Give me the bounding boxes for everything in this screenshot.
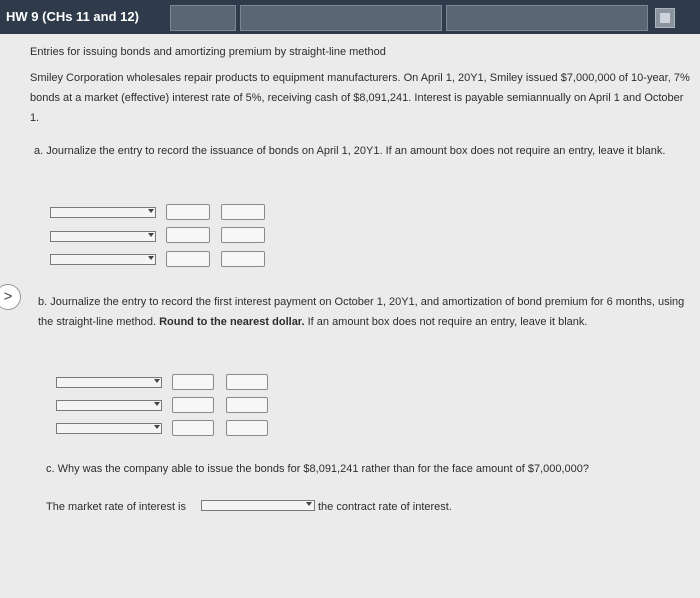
account-select-a1[interactable] — [50, 207, 156, 218]
part-b-text-end: If an amount box does not require an entry, leave it blank. — [304, 316, 588, 328]
debit-input-b1[interactable] — [172, 374, 214, 390]
assignment-title: HW 9 (CHs 11 and 12) — [6, 9, 139, 24]
next-arrow-icon[interactable]: > — [0, 284, 21, 310]
dropdown-arrow-icon — [154, 425, 160, 429]
dropdown-arrow-icon — [306, 502, 312, 506]
calculator-icon-face — [660, 13, 670, 23]
problem-paragraph: Smiley Corporation wholesales repair products to equipment manufacturers. On April 1, 20Y1, Smiley issued $7,000,000 of 10-year, 7% bonds at a market (effective) interest rate of 5%, receiving cash of $8,091,241. Interest is payable semiannually on April 1 and October 1. — [30, 72, 690, 124]
credit-input-b1[interactable] — [226, 374, 268, 390]
part-b-text-start: b. Journalize the entry to record the first interest payment on October 1, 20Y1, and amortization of bond premium for 6 months, using the straight-line method. — [38, 296, 685, 328]
toolbar-slot-2[interactable] — [240, 5, 442, 31]
toolbar-slot-3[interactable] — [446, 5, 648, 31]
part-a-instructions: a. Journalize the entry to record the issuance of bonds on April 1, 20Y1. If an amount box does not require an entry, leave it blank. — [34, 145, 666, 157]
toolbar-slot-1[interactable] — [170, 5, 236, 31]
title-bar — [0, 0, 700, 34]
dropdown-arrow-icon — [154, 402, 160, 406]
debit-input-b2[interactable] — [172, 397, 214, 413]
part-b-instructions — [38, 292, 688, 332]
credit-input-a3[interactable] — [221, 251, 265, 267]
dropdown-arrow-icon — [148, 209, 154, 213]
problem-content — [0, 34, 700, 598]
dropdown-arrow-icon — [148, 256, 154, 260]
account-select-a2[interactable] — [50, 231, 156, 242]
part-c-label-before: The market rate of interest is — [46, 501, 186, 513]
dropdown-arrow-icon — [148, 233, 154, 237]
debit-input-a2[interactable] — [166, 227, 210, 243]
problem-heading: Entries for issuing bonds and amortizing premium by straight-line method — [30, 46, 386, 58]
credit-input-a2[interactable] — [221, 227, 265, 243]
credit-input-b3[interactable] — [226, 420, 268, 436]
part-b-rounding-note: Round to the nearest dollar. — [159, 316, 305, 328]
debit-input-a3[interactable] — [166, 251, 210, 267]
part-c-question: c. Why was the company able to issue the bonds for $8,091,241 rather than for the face amount of $7,000,000? — [46, 463, 590, 475]
account-select-b2[interactable] — [56, 400, 162, 411]
account-select-b1[interactable] — [56, 377, 162, 388]
calculator-icon[interactable] — [655, 8, 675, 28]
debit-input-b3[interactable] — [172, 420, 214, 436]
debit-input-a1[interactable] — [166, 204, 210, 220]
account-select-b3[interactable] — [56, 423, 162, 434]
credit-input-a1[interactable] — [221, 204, 265, 220]
account-select-a3[interactable] — [50, 254, 156, 265]
part-c-label-after: the contract rate of interest. — [318, 501, 452, 513]
rate-comparison-select[interactable] — [201, 500, 315, 511]
dropdown-arrow-icon — [154, 379, 160, 383]
credit-input-b2[interactable] — [226, 397, 268, 413]
